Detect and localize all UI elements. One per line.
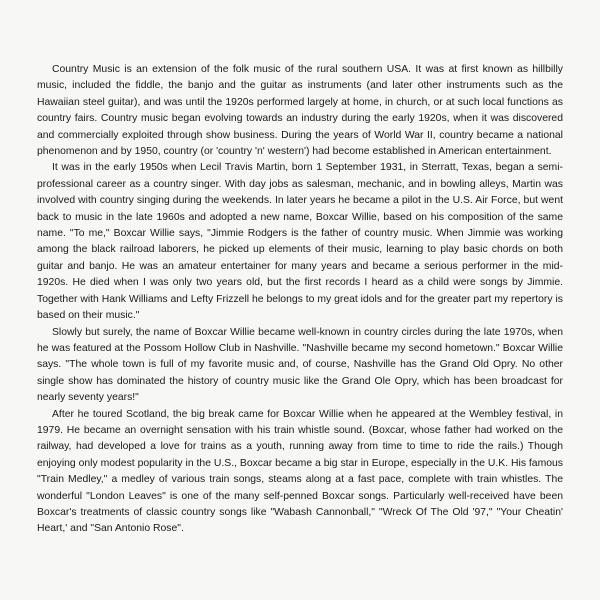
paragraph-country-music-origins: Country Music is an extension of the folk music of the rural southern USA. It was at first known as hillbilly music, included the fiddle, the banjo and the guitar as instruments (and later other instruments such as the Hawaiian steel guitar), and was until the 1920s performed largely at home, in church, or at such local functions as country fairs. Country music began evolving towards an industry during the early 1920s, when it was discovered and commercially exploited through show business. During the years of World War II, country became a national phenomenon and by 1950, country (or 'country 'n' western') had become established in American entertainment. xyxy=(37,64,563,158)
paragraph-nashville: Slowly but surely, the name of Boxcar Willie became well-known in country circles during the late 1970s, when he was featured at the Possom Hollow Club in Nashville. "Nashville became my second hometown." Boxcar Willie says. "The whole town is full of my favorite music and, of course, Nashville has the Grand Old Opry. No other single show has dominated the history of country music like the Grand Ole Opry, which has been broadcast for nearly seventy years!" xyxy=(37,326,563,404)
paragraph-lecil-travis-martin: It was in the early 1950s when Lecil Travis Martin, born 1 September 1931, in Sterratt, Texas, began a semi-professional career as a country singer. With day jobs as salesman, mechanic, and in bowling alleys, Martin was involved with country singing during the weekends. In later years he became a pilot in the U.S. Air Force, but went back to music in the late 1960s and adopted a new name, Boxcar Willie, based on his composition of the same name. "To me," Boxcar Willie says, "Jimmie Rodgers is the father of country music. When Jimmie was working among the black railroad laborers, he picked up elements of their music, learning to play basic chords on both guitar and banjo. He was an amateur entertainer for many years and became a serious performer in the mid- 1920s. He died when I was only two years old, but the first records I heard as a child were songs by Jimmie. Together with Hank Williams and Lefty Frizzell he belongs to my great idols and for the greater part my repertory is based on their music." xyxy=(37,162,563,322)
paragraph-wembley-festival: After he toured Scotland, the big break came for Boxcar Willie when he appeared at the Wembley festival, in 1979. He became an overnight sensation with his train whistle sound. (Boxcar, whose father had worked on the railway, had developed a love for trains as a youth, running away from time to time to ride the rails.) Though enjoying only modest popularity in the U.S., Boxcar became a big star in Europe, especially in the U.K. His famous "Train Medley," a medley of various train songs, steams along at a fast pace, complete with train whistles. The wonderful "London Leaves" is one of the many self-penned Boxcar songs. Particularly well-received have been Boxcar's treatments of classic country songs like "Wabash Cannonball," "Wreck Of The Old '97," "Your Cheatin' Heart,' and "San Antonio Rose". xyxy=(37,408,563,535)
liner-notes-text xyxy=(37,62,563,538)
